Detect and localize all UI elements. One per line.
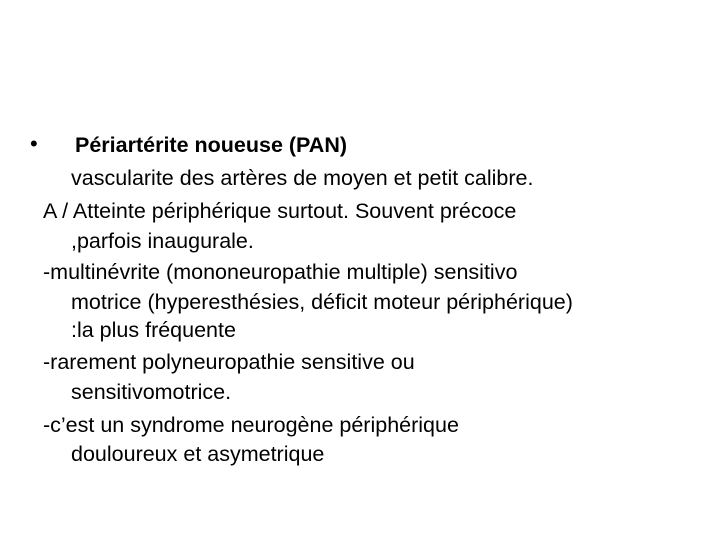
text-line-4: -multinévrite (mononeuropathie multiple) sensitivo [43,260,518,284]
text-line-7: -rarement polyneuropathie sensitive ou [43,350,415,374]
text-line-9: -c’est un syndrome neurogène périphérique [43,413,459,437]
slide-title: Périartérite noueuse (PAN) [75,133,348,157]
text-line-2: A / Atteinte périphérique surtout. Souvent précoce [43,199,517,223]
text-line-5: motrice (hyperesthésies, déficit moteur périphérique) [71,290,573,314]
text-line-3: ,parfois inaugurale. [71,229,254,253]
text-line-8: sensitivomotrice. [71,380,232,404]
text-line-1: vascularite des artères de moyen et petit calibre. [71,166,534,190]
text-line-10: douloureux et asymetrique [71,442,325,466]
bullet-icon: • [30,131,38,156]
text-line-6: :la plus fréquente [71,318,236,342]
